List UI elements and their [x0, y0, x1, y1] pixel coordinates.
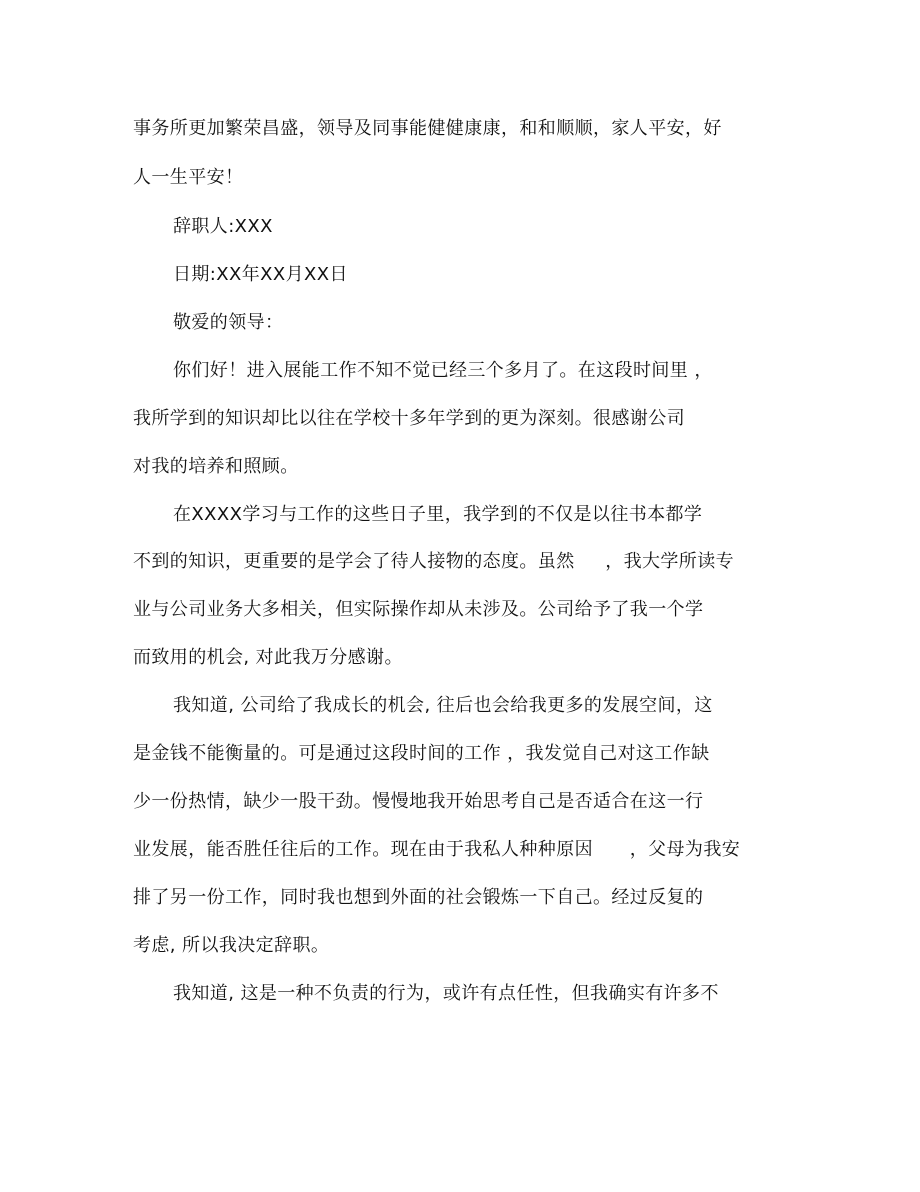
text-line: 少一份热情，缺少一股干劲。慢慢地我开始思考自己是否适合在这一行 — [133, 791, 704, 812]
text-line: 对我的培养和照顾。 — [133, 456, 299, 477]
text-line: 业与公司业务大多相关，但实际操作却从未涉及。公司给予了我一个学 — [133, 599, 704, 620]
text-line: 在XXXX学习与工作的这些日子里，我学到的不仅是以往书本都学 — [173, 504, 703, 525]
salutation-line: 敬爱的领导： — [173, 312, 284, 333]
text-line: 我知道, 公司给了我成长的机会, 往后也会给我更多的发展空间，这 — [173, 695, 713, 716]
text-line: 我知道, 这是一种不负责的行为，或许有点任性，但我确实有许多不 — [173, 983, 719, 1004]
text-line: 是金钱不能衡量的。可是通过这段时间的工作 ，我发觉自己对这工作缺 — [133, 743, 710, 764]
text-line: 考虑, 所以我决定辞职。 — [133, 935, 330, 956]
text-line: 人一生平安！ — [133, 167, 244, 188]
text-line: 事务所更加繁荣昌盛，领导及同事能健健康康，和和顺顺，家人平安，好 — [133, 118, 722, 139]
signatory-line: 辞职人:XXX — [173, 216, 273, 237]
text-line: 我所学到的知识却比以往在学校十多年学到的更为深刻。很感谢公司 — [133, 408, 685, 429]
text-line: 你们好！进入展能工作不知不觉已经三个多月了。在这段时间里 ， — [173, 360, 713, 381]
text-line: 不到的知识，更重要的是学会了待人接物的态度。虽然 ，我大学所读专 — [133, 551, 735, 572]
text-line: 排了另一份工作，同时我也想到外面的社会锻炼一下自己。经过反复的 — [133, 887, 704, 908]
text-line: 业发展，能否胜任往后的工作。现在由于我私人种种原因 ，父母为我安 — [133, 839, 741, 860]
date-line: 日期:XX年XX月XX日 — [173, 264, 348, 285]
text-line: 而致用的机会, 对此我万分感谢。 — [133, 647, 403, 668]
